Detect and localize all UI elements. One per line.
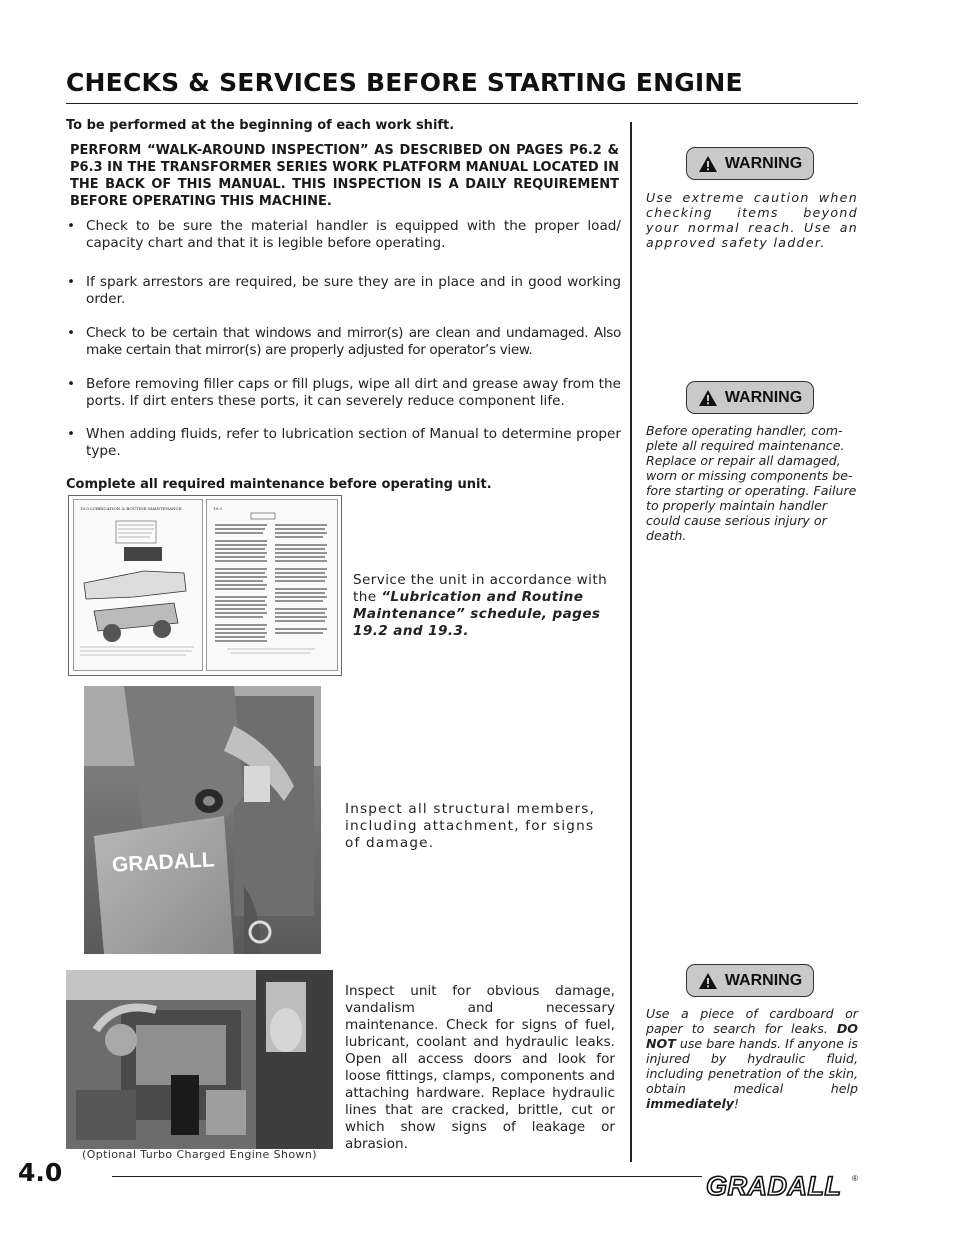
warning-text-ladder: Use extreme caution when checking items beyond your normal reach. Use an approved safety ladder. — [646, 190, 858, 250]
checklist-item: • When adding fluids, refer to lubrication section of Manual to determine proper type. — [67, 426, 621, 459]
lube-diagram-icon — [74, 511, 200, 661]
checklist-item: • Check to be sure the material handler is equipped with the proper load/ capacity chart and that it is legible before operating. — [67, 218, 621, 251]
bullet-icon: • — [67, 274, 76, 290]
lubrication-chart-thumbnail — [68, 495, 342, 676]
engine-inspection-text: Inspect unit for obvious damage, vandalism and necessary maintenance. Check for signs of fuel, lubricant, coolant and hydraulic leaks. Open all access doors and look for loose fittings, clamps, components and attaching hardware. Replace hydraulic lines that are cracked, brittle, cut or which show signs of leakage or abrasion. — [345, 983, 615, 1152]
structural-members-photo — [84, 686, 321, 954]
column-divider — [630, 122, 632, 1162]
warning-triangle-icon — [698, 972, 718, 990]
page-title: CHECKS & SERVICES BEFORE STARTING ENGINE — [66, 68, 743, 97]
lube-page-right-heading: 19.3 — [213, 506, 222, 511]
bullet-icon: • — [67, 218, 76, 234]
warning-badge — [686, 964, 814, 997]
bullet-icon: • — [67, 325, 76, 341]
structural-inspection-text: Inspect all structural members, including attachment, for signs of damage. — [345, 801, 596, 851]
warning-text-leaks: Use a piece of cardboard or paper to search for leaks. DO NOT use bare hands. If anyone is injured by hydraulic fluid, including penetration of the skin, obtain medical help immediately! — [646, 1006, 858, 1111]
engine-illustration — [66, 970, 333, 1149]
walk-around-notice: PERFORM “WALK-AROUND INSPECTION” AS DESCRIBED ON PAGES P6.2 & P6.3 IN THE TRANSFORMER SERIES WORK PLATFORM MANUAL LOCATED IN THE BACK OF THIS MANUAL. THIS INSPECTION IS A DAILY REQUIREMENT BEFORE OPERATING THIS MACHINE. — [70, 143, 619, 209]
checklist-item: • Check to be certain that windows and mirror(s) are clean and undamaged. Also make certain that mirror(s) are properly adjusted for operator’s view. — [67, 325, 621, 358]
checklist-item: • Before removing filler caps or fill plugs, wipe all dirt and grease away from the ports. If dirt enters these ports, it can severely reduce component life. — [67, 376, 621, 409]
lube-page-right — [206, 499, 338, 671]
warning-text-maintenance: Before operating handler, com-plete all required maintenance. Replace or repair all damaged, worn or missing components be-fore starting or operating. Failure to properly maintain handler could cause serious injury or death. — [646, 423, 857, 543]
intro-line: To be performed at the beginning of each work shift. — [66, 118, 455, 133]
warning-triangle-icon — [698, 389, 718, 407]
photo-brand-text: GRADALL — [111, 848, 216, 877]
bullet-icon: • — [67, 426, 76, 442]
bullet-icon: • — [67, 376, 76, 392]
page-number: 4.0 — [18, 1158, 63, 1187]
boom-photo-illustration — [84, 686, 321, 954]
service-instructions: Service the unit in accordance with the “Lubrication and Routine Maintenance” schedule, pages 19.2 and 19.3. — [353, 572, 608, 639]
checklist-item: • If spark arrestors are required, be sure they are in place and in good working order. — [67, 274, 621, 307]
maintenance-table-icon — [207, 511, 335, 661]
engine-photo — [66, 970, 333, 1149]
title-divider — [66, 103, 858, 104]
warning-badge — [686, 381, 814, 414]
lube-page-left — [73, 499, 203, 671]
warning-badge — [686, 147, 814, 180]
gradall-logo — [704, 1167, 859, 1201]
warning-triangle-icon — [698, 155, 718, 173]
lube-page-left-heading: 19.0 LUBRICATION & ROUTINE MAINTENANCE — [80, 506, 182, 511]
warning-label: WARNING — [724, 154, 803, 172]
warning-label: WARNING — [724, 388, 803, 406]
maintenance-heading: Complete all required maintenance before operating unit. — [66, 477, 492, 492]
engine-photo-caption: (Optional Turbo Charged Engine Shown) — [82, 1148, 317, 1161]
svg-text:GRADALL: GRADALL — [706, 1171, 842, 1201]
footer-divider — [112, 1176, 702, 1177]
svg-text:®: ® — [852, 1174, 858, 1183]
warning-label: WARNING — [724, 971, 803, 989]
